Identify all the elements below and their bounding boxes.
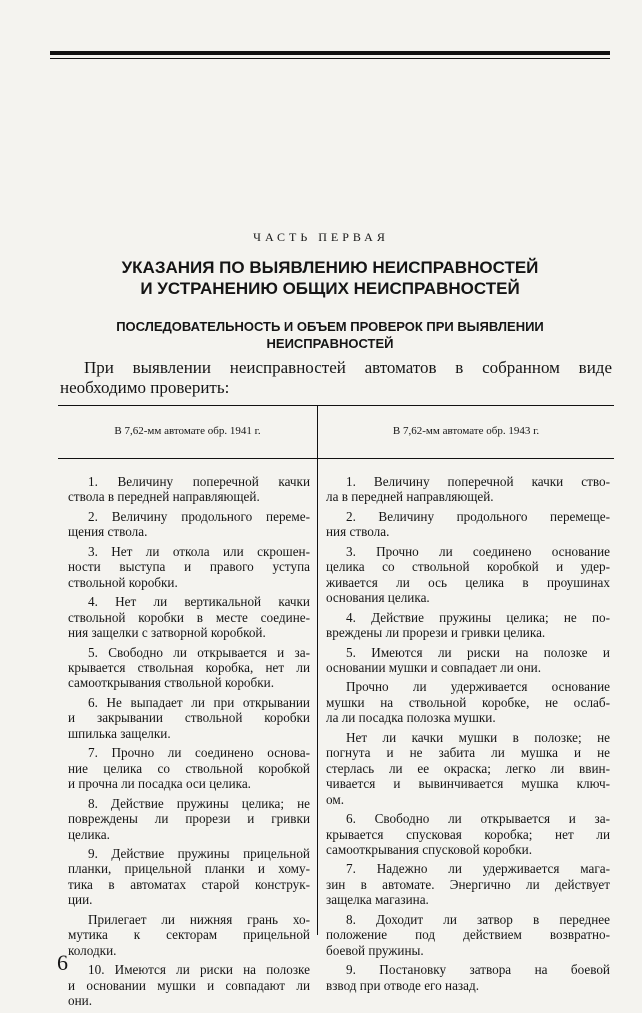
text-line: крывается спусковая коробка; нет ли — [326, 826, 610, 842]
intro-paragraph — [60, 358, 612, 398]
paragraph — [326, 474, 610, 505]
text-line: шпилька защелки. — [68, 725, 171, 741]
paragraph — [68, 912, 310, 958]
text-line: и основании мушки и совпадают ли — [68, 977, 310, 993]
text-line: 8. Действие пружины целика; не — [88, 795, 310, 811]
column-divider — [317, 405, 318, 935]
text-line: ние целика со ствольной коробкой — [68, 760, 310, 776]
paragraph — [326, 645, 610, 676]
text-line: 5. Свободно ли открывается и за- — [88, 644, 310, 660]
intro-line: При выявлении неисправностей автоматов в собранном виде — [84, 358, 612, 377]
paragraph — [326, 509, 610, 540]
text-line: 3. Прочно ли соединено основание — [346, 543, 610, 559]
text-line: 1. Величину поперечной качки — [88, 474, 310, 489]
text-line: зин в автомате. Энергично ли действует — [326, 876, 610, 892]
text-line: 4. Действие пружины целика; не по- — [346, 609, 610, 625]
text-line: тика в автоматах старой конструк- — [68, 876, 310, 892]
text-line: ом. — [326, 791, 344, 807]
right-column-text — [326, 474, 610, 997]
text-line: 9. Постановку затвора на боевой — [346, 962, 610, 978]
text-line: боевой пружины. — [326, 942, 424, 958]
text-line: 6. Не выпадает ли при открывании — [88, 694, 310, 710]
paragraph — [326, 861, 610, 907]
text-line: Прочно ли удерживается основание — [346, 679, 610, 695]
table-top-rule — [58, 405, 614, 406]
text-line: ния защелки с затворной коробкой. — [68, 625, 266, 641]
text-line: крывается ствольная коробка, нет ли — [68, 659, 310, 675]
text-line: целика со ствольной коробкой и удер- — [326, 559, 610, 575]
main-title-line: УКАЗАНИЯ ПО ВЫЯВЛЕНИЮ НЕИСПРАВНОСТЕЙ — [121, 258, 539, 277]
paragraph — [68, 509, 310, 540]
paragraph — [68, 645, 310, 691]
main-title-line: И УСТРАНЕНИЮ ОБЩИХ НЕИСПРАВНОСТЕЙ — [140, 279, 520, 298]
paragraph — [68, 745, 310, 791]
text-line: основании мушки и совпадает ли они. — [326, 659, 542, 675]
text-line: 7. Прочно ли соединено основа- — [88, 745, 310, 761]
text-line: ции. — [68, 892, 93, 908]
paragraph — [326, 610, 610, 641]
text-line: 1. Величину поперечной качки ство- — [346, 474, 610, 489]
text-line: чивается и вывинчивается мушка ключ- — [326, 776, 610, 792]
paragraph — [68, 962, 310, 1008]
part-label: ЧАСТЬ ПЕРВАЯ — [253, 230, 389, 244]
paragraph — [326, 730, 610, 807]
text-line: самооткрывания ствольной коробки. — [68, 675, 274, 691]
text-line: стерлась ли ее окраска; легко ли ввин- — [326, 760, 610, 776]
text-line: ла ли посадка полозка мушки. — [326, 710, 496, 726]
text-line: и прочна ли посадка оси целика. — [68, 776, 251, 792]
text-line: взвод при отводе его назад. — [326, 977, 479, 993]
text-line: повреждены ли прорези и гривки — [68, 811, 310, 827]
paragraph — [326, 962, 610, 993]
text-line: положение под действием возвратно- — [326, 927, 610, 943]
main-title — [40, 257, 620, 299]
paragraph — [326, 811, 610, 857]
text-line: Прилегает ли нижняя грань хо- — [88, 911, 310, 927]
top-rule-thick — [50, 51, 610, 55]
text-line: 2. Величину продольного переме- — [88, 508, 310, 524]
text-line: планки, прицельной планки и хому- — [68, 861, 310, 877]
text-line: 2. Величину продольного перемеще- — [346, 508, 610, 524]
section-subtitle-line: НЕИСПРАВНОСТЕЙ — [266, 336, 394, 351]
text-line: ния ствола. — [326, 524, 390, 540]
paragraph — [68, 544, 310, 590]
text-line: защелка магазина. — [326, 892, 429, 908]
text-line: щения ствола. — [68, 524, 148, 540]
paragraph — [68, 846, 310, 908]
text-line: 9. Действие пружины прицельной — [88, 845, 310, 861]
paragraph — [326, 544, 610, 606]
text-line: ла в передней направляющей. — [326, 489, 494, 505]
intro-line: необходимо проверить: — [60, 378, 230, 397]
paragraph — [68, 474, 310, 505]
text-line: 3. Нет ли откола или скрошен- — [88, 543, 310, 559]
left-column-header: В 7,62-мм автомате обр. 1941 г. — [114, 425, 261, 437]
text-line: мушки на ствольной коробке, не ослаб- — [326, 694, 610, 710]
text-line: 10. Имеются ли риски на полозке — [88, 962, 310, 978]
text-line: основания целика. — [326, 590, 430, 606]
text-line: целика. — [68, 826, 110, 842]
paragraph — [326, 912, 610, 958]
text-line: 6. Свободно ли открывается и за- — [346, 811, 610, 827]
text-line: 5. Имеются ли риски на полозке и — [346, 644, 610, 660]
text-line: 8. Доходит ли затвор в переднее — [346, 911, 610, 927]
text-line: и закрывании ствольной коробки — [68, 710, 310, 726]
text-line: ствола в передней направляющей. — [68, 489, 260, 505]
text-line: ности выступа и правого уступа — [68, 559, 310, 575]
text-line: 7. Надежно ли удерживается мага- — [346, 861, 610, 877]
text-line: 4. Нет ли вертикальной качки — [88, 594, 310, 610]
section-subtitle — [55, 318, 605, 352]
paragraph — [68, 695, 310, 741]
text-line: мутика к секторам прицельной — [68, 927, 310, 943]
top-rule-thin — [50, 58, 610, 59]
text-line: они. — [68, 993, 93, 1009]
left-column-text — [68, 474, 310, 1013]
text-line: ствольной коробки в месте соедине- — [68, 609, 310, 625]
text-line: вреждены ли прорези и гривки целика. — [326, 625, 546, 641]
page-number: 6 — [57, 950, 68, 975]
paragraph — [68, 796, 310, 842]
text-line: погнута и не забита ли мушка и не — [326, 745, 610, 761]
text-line: Нет ли качки мушки в полозке; не — [346, 729, 610, 745]
section-subtitle-line: ПОСЛЕДОВАТЕЛЬНОСТЬ И ОБЪЕМ ПРОВЕРОК ПРИ ВЫЯВЛЕНИИ — [116, 319, 544, 334]
paragraph — [68, 594, 310, 640]
table-header-rule — [58, 458, 614, 459]
right-column-header: В 7,62-мм автомате обр. 1943 г. — [392, 425, 540, 437]
text-line: колодки. — [68, 942, 117, 958]
text-line: ствольной коробки. — [68, 574, 178, 590]
paragraph — [326, 679, 610, 725]
text-line: самооткрывания спусковой коробки. — [326, 841, 532, 857]
text-line: живается ли ось целика в проушинах — [326, 574, 610, 590]
